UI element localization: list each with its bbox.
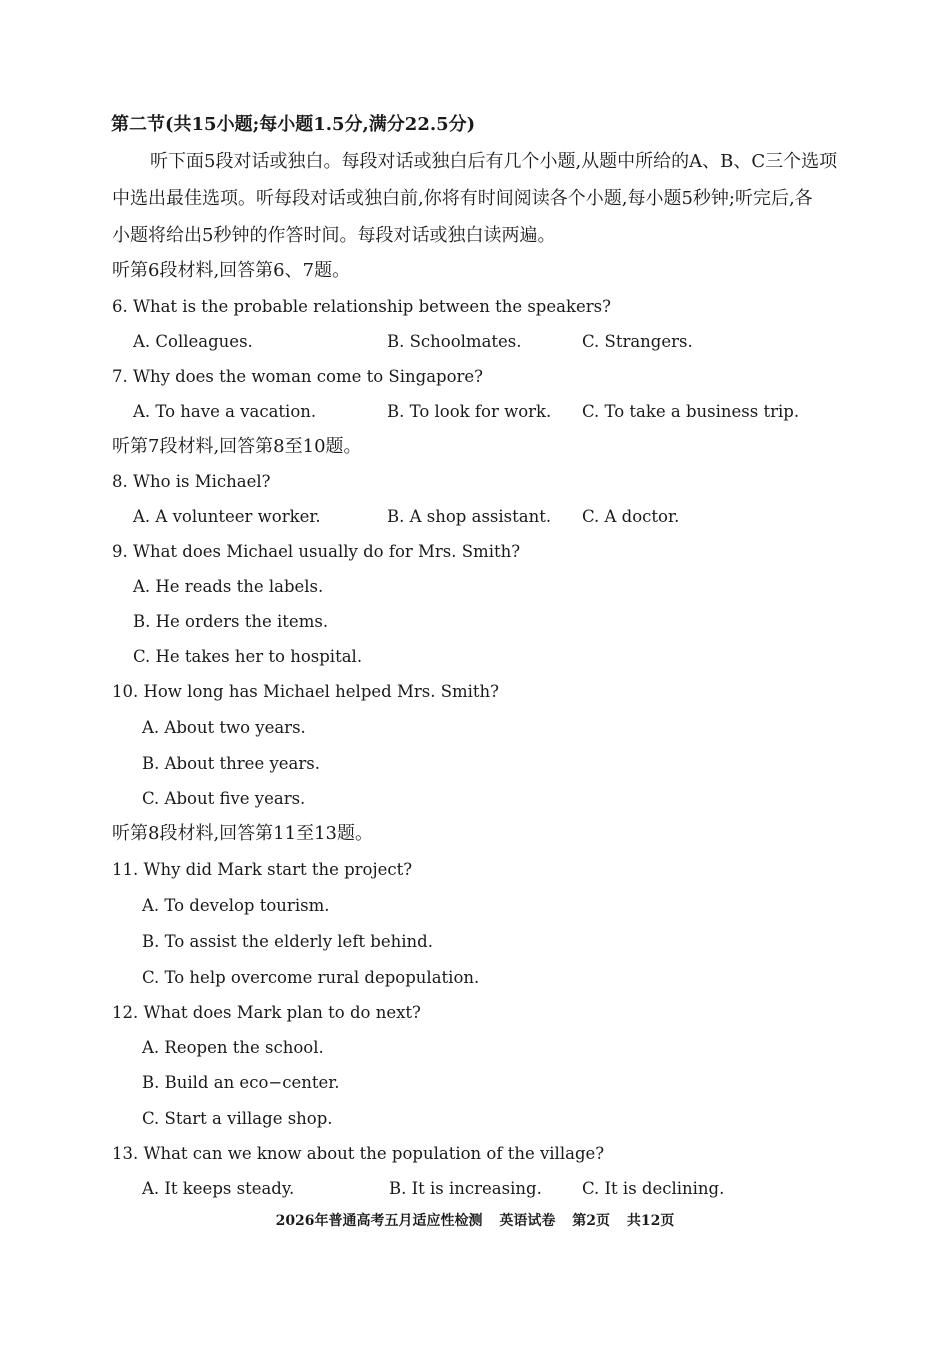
instructions-line-2: 中选出最佳选项。听每段对话或独白前,你将有时间阅读各个小题,每小题5秒钟;听完后,各	[112, 188, 813, 209]
question-13-option-c[interactable]: C. It is declining.	[582, 1179, 725, 1198]
question-12-stem: 12. What does Mark plan to do next?	[112, 1003, 421, 1022]
question-7-option-c[interactable]: C. To take a business trip.	[582, 402, 800, 421]
question-6-option-c[interactable]: C. Strangers.	[582, 332, 693, 351]
question-11-option-c[interactable]: C. To help overcome rural depopulation.	[142, 968, 480, 987]
question-10-stem: 10. How long has Michael helped Mrs. Smith?	[112, 682, 500, 701]
question-12-option-c[interactable]: C. Start a village shop.	[142, 1109, 333, 1128]
question-11-option-b[interactable]: B. To assist the elderly left behind.	[142, 932, 433, 951]
page-footer	[0, 1214, 950, 1228]
question-8-option-b[interactable]: B. A shop assistant.	[387, 507, 552, 526]
material-heading-8: 听第8段材料,回答第11至13题。	[112, 823, 373, 844]
question-13-option-a[interactable]: A. It keeps steady.	[142, 1179, 295, 1198]
question-6-stem: 6. What is the probable relationship between the speakers?	[112, 297, 611, 316]
question-10-option-c[interactable]: C. About five years.	[142, 789, 306, 808]
question-7-stem: 7. Why does the woman come to Singapore?	[112, 367, 484, 386]
question-12-option-b[interactable]: B. Build an eco−center.	[142, 1073, 340, 1092]
question-9-stem: 9. What does Michael usually do for Mrs. Smith?	[112, 542, 521, 561]
instructions-line-3: 小题将给出5秒钟的作答时间。每段对话或独白读两遍。	[112, 225, 556, 246]
question-9-option-b[interactable]: B. He orders the items.	[133, 612, 329, 631]
question-12-option-a[interactable]: A. Reopen the school.	[142, 1038, 324, 1057]
question-8-option-c[interactable]: C. A doctor.	[582, 507, 680, 526]
section-title: 第二节(共15小题;每小题1.5分,满分22.5分)	[111, 114, 476, 135]
question-11-option-a[interactable]: A. To develop tourism.	[142, 896, 330, 915]
question-8-option-a[interactable]: A. A volunteer worker.	[133, 507, 321, 526]
footer-subject: 英语试卷	[499, 1213, 556, 1229]
instructions-line-1: 听下面5段对话或独白。每段对话或独白后有几个小题,从题中所给的A、B、C三个选项	[150, 151, 838, 172]
question-11-stem: 11. Why did Mark start the project?	[112, 860, 413, 879]
question-13-stem: 13. What can we know about the population of the village?	[112, 1144, 605, 1163]
question-10-option-b[interactable]: B. About three years.	[142, 754, 320, 773]
question-8-stem: 8. Who is Michael?	[112, 472, 271, 491]
question-7-option-a[interactable]: A. To have a vacation.	[133, 402, 317, 421]
question-6-option-a[interactable]: A. Colleagues.	[133, 332, 253, 351]
footer-exam-title: 2026年普通高考五月适应性检测	[275, 1213, 483, 1229]
question-9-option-a[interactable]: A. He reads the labels.	[133, 577, 324, 596]
question-13-option-b[interactable]: B. It is increasing.	[389, 1179, 542, 1198]
footer-page-number: 第2页	[572, 1213, 611, 1229]
question-10-option-a[interactable]: A. About two years.	[142, 718, 306, 737]
footer-total-pages: 共12页	[626, 1213, 675, 1229]
question-9-option-c[interactable]: C. He takes her to hospital.	[133, 647, 363, 666]
material-heading-7: 听第7段材料,回答第8至10题。	[112, 436, 362, 457]
question-6-option-b[interactable]: B. Schoolmates.	[387, 332, 522, 351]
question-7-option-b[interactable]: B. To look for work.	[387, 402, 552, 421]
material-heading-6: 听第6段材料,回答第6、7题。	[112, 260, 351, 281]
